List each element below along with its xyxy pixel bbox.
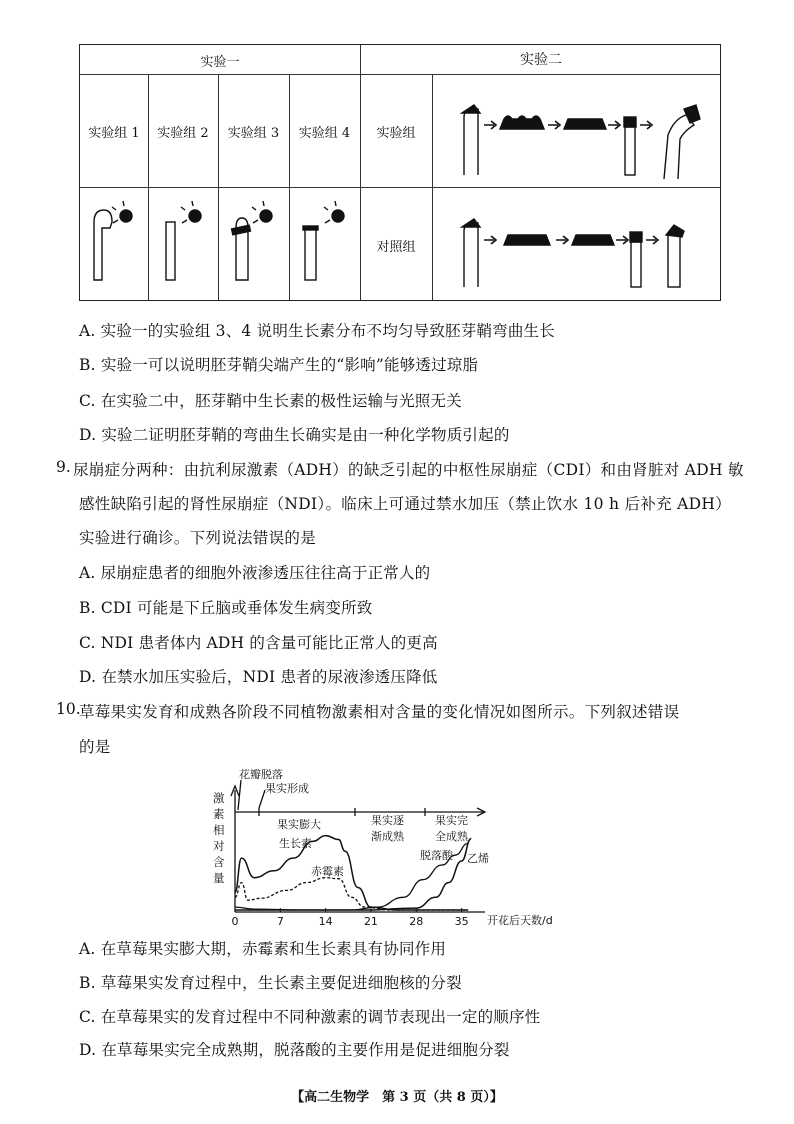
- series-label-auxin: 生长素: [279, 837, 312, 850]
- x-tick-label: 35: [454, 915, 469, 928]
- page-footer: 【高二生物学 第 3 页（共 8 页）】: [291, 1090, 503, 1105]
- q9-stem-line-2: 感性缺陷引起的肾性尿崩症（NDI）。临床上可通过禁水加压（禁止饮水 10 h 后补充 ADH）: [79, 495, 732, 513]
- y-label-2: 素: [213, 807, 225, 821]
- q8-option-b: B. 实验一可以说明胚芽鞘尖端产生的“影响”能够透过琼脂: [79, 356, 479, 374]
- annotation-ripening-2: 渐成熟: [371, 830, 404, 843]
- q8-option-a: A. 实验一的实验组 3、4 说明生长素分布不均匀导致胚芽鞘弯曲生长: [79, 322, 555, 340]
- annotation-petal-drop: 花瓣脱落: [239, 768, 283, 781]
- x-tick-label: 14: [318, 915, 333, 928]
- q10-option-c: C. 在草莓果实的发育过程中不同种激素的调节表现出一定的顺序性: [79, 1008, 541, 1026]
- x-tick-label: 28: [409, 915, 424, 928]
- q9-stem-line-3: 实验进行确诊。下列说法错误的是: [79, 529, 317, 547]
- group-2-label: 实验组 2: [157, 126, 209, 141]
- group-3-label: 实验组 3: [227, 126, 280, 141]
- q8-option-d: D. 实验二证明胚芽鞘的弯曲生长确实是由一种化学物质引起的: [79, 426, 510, 444]
- annotation-fruit-form: 果实形成: [265, 782, 309, 795]
- y-label-4: 对: [213, 839, 225, 853]
- sun-icon: [252, 201, 272, 223]
- exp2-control-row-label: 对照组: [376, 240, 416, 255]
- group-1-label: 实验组 1: [88, 126, 140, 141]
- annotation-full-ripe-1: 果实完: [435, 814, 468, 827]
- hormone-chart: [205, 762, 575, 934]
- series-auxin-line: [235, 836, 468, 910]
- table-col-line: [360, 45, 361, 300]
- series-label-ethylene: 乙烯: [467, 852, 489, 865]
- exp2-header: 实验二: [520, 52, 562, 68]
- q10-number: 10.: [56, 700, 81, 718]
- y-label-6: 量: [213, 871, 225, 885]
- series-gibberellin-line: [235, 878, 468, 910]
- coleoptile-1-icon: [94, 210, 112, 280]
- y-label-5: 含: [213, 855, 225, 869]
- exp2-experiment-row-label: 实验组: [376, 126, 416, 141]
- y-label-3: 相: [213, 823, 225, 837]
- experiment2-illustrations: [434, 75, 720, 299]
- annotation-ripening-1: 果实逐: [371, 814, 404, 827]
- series-label-aba: 脱落酸: [420, 849, 453, 862]
- annotation-full-ripe-2: 全成熟: [435, 830, 468, 843]
- experiment-table: [79, 44, 721, 301]
- experiment1-illustrations: [80, 188, 360, 300]
- q9-option-a: A. 尿崩症患者的细胞外液渗透压往往高于正常人的: [79, 564, 431, 582]
- x-axis-label: 开花后天数/d: [487, 914, 553, 927]
- x-tick-label: 0: [231, 915, 239, 928]
- chart-ticks: [232, 908, 469, 928]
- q10-option-a: A. 在草莓果实膨大期，赤霉素和生长素具有协同作用: [79, 940, 447, 958]
- q10-stem-line-1: 草莓果实发育和成熟各阶段不同植物激素相对含量的变化情况如图所示。下列叙述错误: [79, 703, 680, 721]
- exp1-header: 实验一: [200, 55, 240, 70]
- q8-option-c: C. 在实验二中，胚芽鞘中生长素的极性运输与光照无关: [79, 392, 462, 410]
- group-4-label: 实验组 4: [298, 126, 351, 141]
- sun-icon: [324, 201, 344, 223]
- q10-option-b: B. 草莓果实发育过程中，生长素主要促进细胞核的分裂: [79, 974, 462, 992]
- sun-icon: [112, 201, 132, 223]
- table-col-line: [432, 74, 433, 300]
- q9-number: 9.: [56, 458, 71, 476]
- q9-option-d: D. 在禁水加压实验后，NDI 患者的尿液渗透压降低: [79, 668, 438, 686]
- x-tick-label: 21: [363, 915, 378, 928]
- q9-option-b: B. CDI 可能是下丘脑或垂体发生病变所致: [79, 599, 373, 617]
- q9-option-c: C. NDI 患者体内 ADH 的含量可能比正常人的更高: [79, 634, 438, 652]
- chart-axes: [231, 780, 485, 912]
- annotation-fruit-expand: 果实膨大: [277, 818, 321, 831]
- sun-icon: [181, 201, 201, 223]
- x-tick-label: 7: [276, 915, 284, 928]
- series-label-gibberellin: 赤霉素: [311, 865, 344, 878]
- q9-stem-line-1: 尿崩症分两种：由抗利尿激素（ADH）的缺乏引起的中枢性尿崩症（CDI）和由肾脏对 ADH 敏: [73, 461, 744, 479]
- q10-stem-line-2: 的是: [79, 738, 111, 756]
- y-label-1: 激: [213, 791, 225, 805]
- q10-option-d: D. 在草莓果实完全成熟期，脱落酸的主要作用是促进细胞分裂: [79, 1041, 510, 1059]
- chart-lines: [235, 836, 471, 910]
